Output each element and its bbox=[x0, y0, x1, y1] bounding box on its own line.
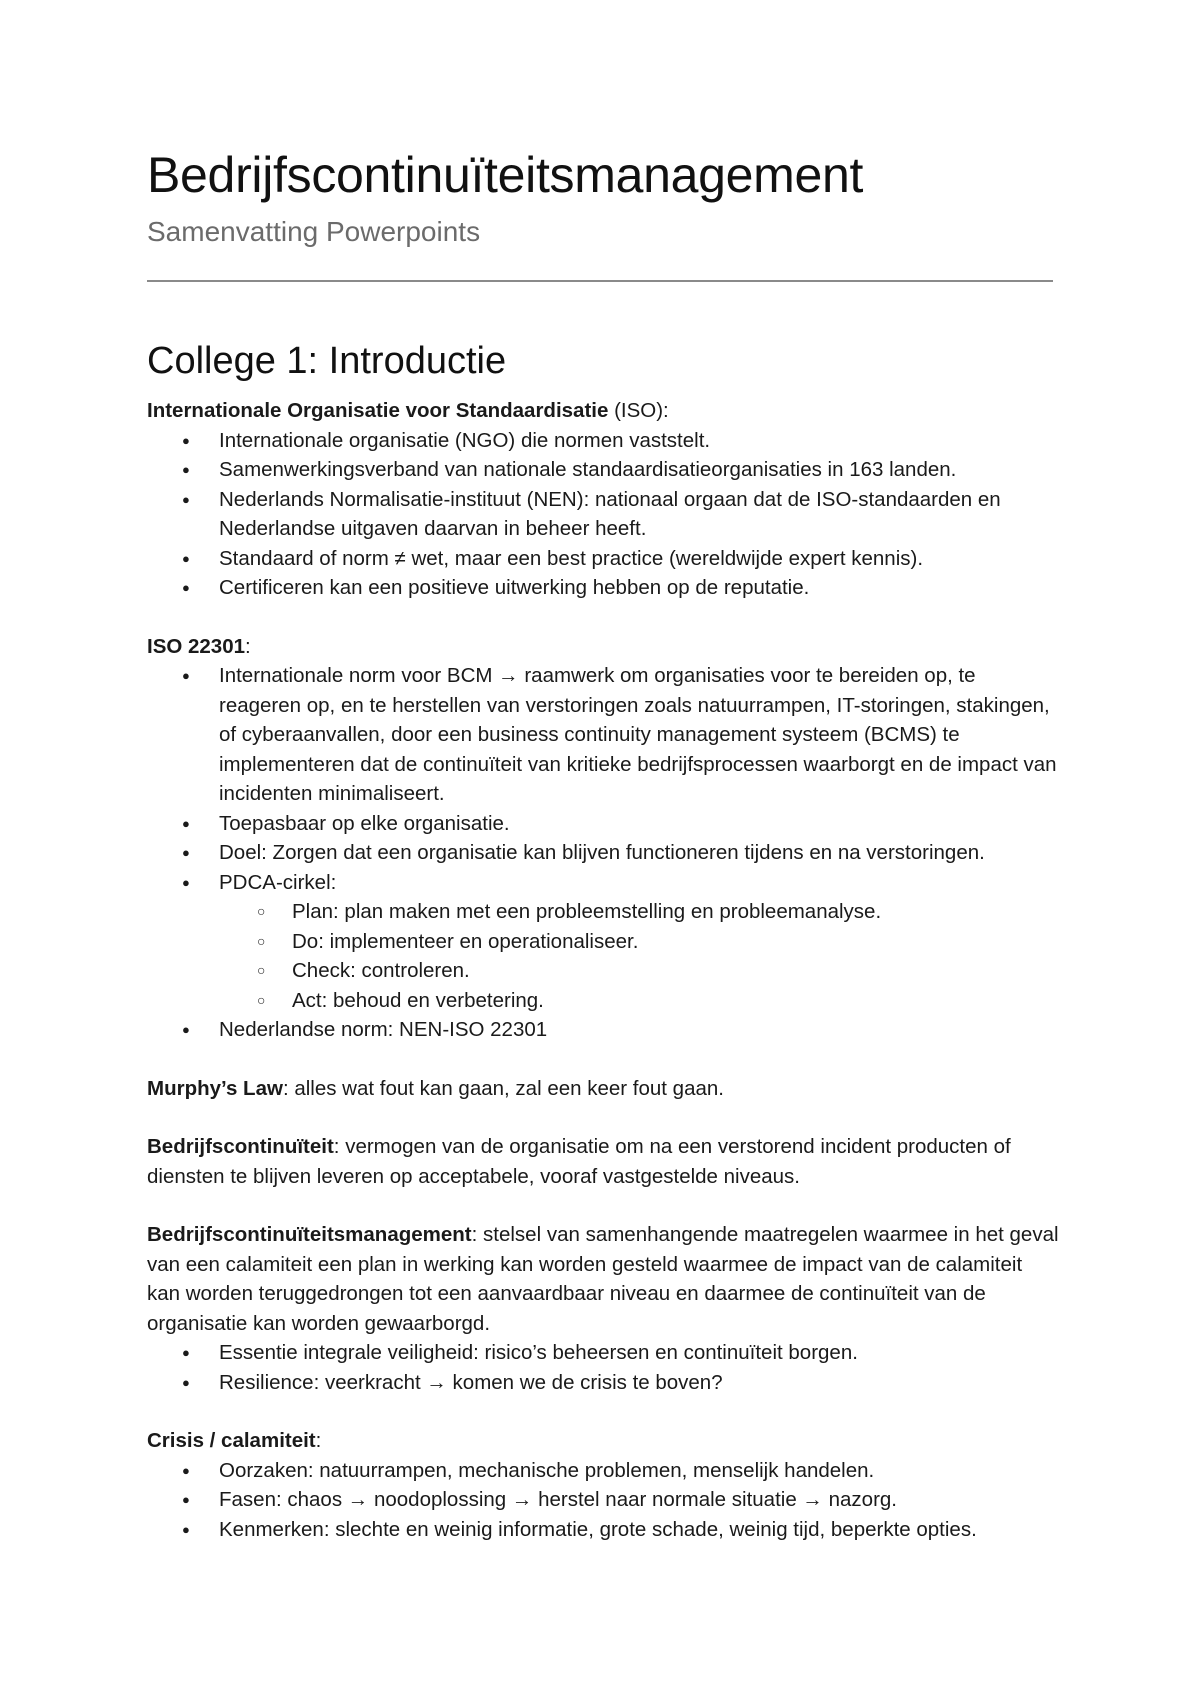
murphy-term: Murphy’s Law bbox=[147, 1076, 283, 1100]
pdca-item: ○ Plan: plan maken met een probleemstelling en probleemanalyse. bbox=[292, 897, 1060, 927]
list-item: ● Internationale organisatie (NGO) die normen vaststelt. bbox=[219, 426, 1060, 456]
list-item: ● Essentie integrale veiligheid: risico’s beheersen en continuïteit borgen. bbox=[219, 1338, 1060, 1368]
list-item: ● Toepasbaar op elke organisatie. bbox=[219, 809, 1060, 839]
iso-heading bbox=[147, 396, 1060, 426]
pdca-list bbox=[219, 897, 1060, 1015]
crisis-heading bbox=[147, 1426, 1060, 1456]
horizontal-divider bbox=[147, 280, 1053, 282]
list-item: ● Kenmerken: slechte en weinig informatie, grote schade, weinig tijd, beperkte opties. bbox=[219, 1515, 1060, 1545]
crisis-list bbox=[147, 1456, 1060, 1545]
list-item: ● Certificeren kan een positieve uitwerking hebben op de reputatie. bbox=[219, 573, 1060, 603]
list-item: ● Samenwerkingsverband van nationale standaardisatieorganisaties in 163 landen. bbox=[219, 455, 1060, 485]
list-item: ● Doel: Zorgen dat een organisatie kan blijven functioneren tijdens en na verstoringen. bbox=[219, 838, 1060, 868]
murphy-text: : alles wat fout kan gaan, zal een keer fout gaan. bbox=[282, 1076, 724, 1100]
bcm-list bbox=[147, 1338, 1060, 1397]
list-item-pdca bbox=[219, 868, 1060, 1016]
bcm-paragraph bbox=[147, 1220, 1060, 1338]
list-item: ● Resilience: veerkracht → komen we de crisis te boven? bbox=[219, 1368, 1060, 1398]
list-item: ● Nederlandse norm: NEN-ISO 22301 bbox=[219, 1015, 1060, 1045]
list-item: ● Internationale norm voor BCM → raamwerk om organisaties voor te bereiden op, te reageren op, en te herstellen van verstoringen zoals natuurrampen, IT-storingen, stakingen, of cyberaanvallen, door een business continuity management systeem (BCMS) te implementeren dat de continuïteit van kritieke bedrijfsprocessen waarborgt en de impact van incidenten minimaliseert. bbox=[219, 661, 1060, 809]
pdca-label: PDCA-cirkel: bbox=[219, 870, 337, 894]
iso-term: Internationale Organisatie voor Standaardisatie bbox=[147, 399, 609, 422]
list-item: ● Nederlands Normalisatie-instituut (NEN): nationaal orgaan dat de ISO-standaarden en Nederlandse uitgaven daarvan in beheer heeft. bbox=[219, 485, 1060, 544]
list-item: ● Fasen: chaos → noodoplossing → herstel naar normale situatie → nazorg. bbox=[219, 1485, 1060, 1515]
document-subtitle: Samenvatting Powerpoints bbox=[147, 216, 481, 247]
bc-term: Bedrijfscontinuïteit bbox=[147, 1135, 334, 1158]
list-item: ● Oorzaken: natuurrampen, mechanische problemen, menselijk handelen. bbox=[219, 1456, 1060, 1486]
pdca-item: ○ Act: behoud en verbetering. bbox=[292, 986, 1060, 1016]
iso-list bbox=[147, 426, 1060, 603]
iso22301-heading bbox=[147, 632, 1060, 662]
pdca-item: ○ Check: controleren. bbox=[292, 956, 1060, 986]
bcm-text: : stelsel van samenhangende maatregelen waarmee in het geval van een calamiteit een plan in werking kan worden gesteld waarmee de impact van de calamiteit kan worden teruggedrongen tot een aanvaardbaar niveau en daarmee de continuïteit van de organisatie kan worden gewaarborgd. bbox=[147, 1223, 1059, 1335]
bcm-term: Bedrijfscontinuïteitsmanagement bbox=[147, 1223, 472, 1246]
section-heading: College 1: Introductie bbox=[147, 340, 507, 382]
iso22301-suffix: : bbox=[245, 634, 251, 658]
crisis-term: Crisis / calamiteit bbox=[147, 1429, 316, 1452]
pdca-item: ○ Do: implementeer en operationaliseer. bbox=[292, 927, 1060, 957]
murphy-paragraph bbox=[147, 1074, 1060, 1104]
list-item: ● Standaard of norm ≠ wet, maar een best practice (wereldwijde expert kennis). bbox=[219, 544, 1060, 574]
iso-suffix: (ISO): bbox=[608, 399, 669, 422]
bc-paragraph bbox=[147, 1132, 1060, 1191]
iso22301-term: ISO 22301 bbox=[147, 634, 246, 658]
bc-text: : vermogen van de organisatie om na een verstorend incident producten of diensten te blijven leveren op acceptabele, vooraf vastgestelde niveaus. bbox=[147, 1135, 1011, 1188]
crisis-suffix: : bbox=[315, 1429, 322, 1452]
iso22301-list bbox=[147, 661, 1060, 1045]
document-title: Bedrijfscontinuïteitsmanagement bbox=[147, 147, 864, 203]
